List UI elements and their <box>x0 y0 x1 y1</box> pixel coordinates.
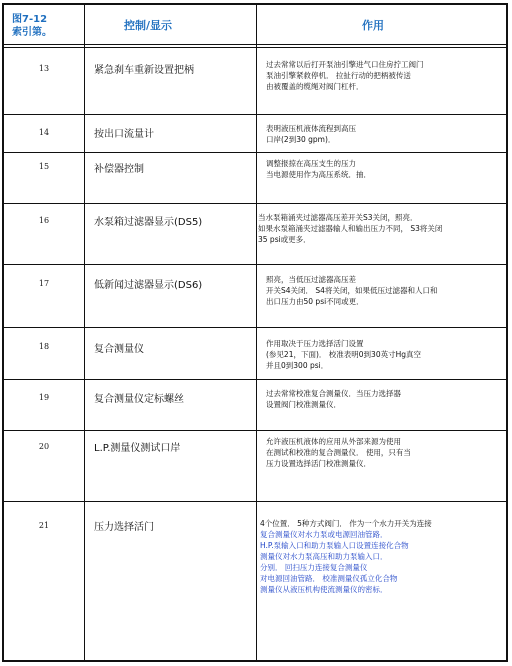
figure-label-line2: 索引第。 <box>12 27 52 38</box>
figure-label-line1: 图7-12 <box>12 14 48 25</box>
row-divider <box>4 264 506 265</box>
control-name: L.P.测量仪测试口岸 <box>94 443 181 454</box>
function-line: 如果水泵箱涌夹过滤器输人和输出压力不同， S3将关闭 <box>258 224 443 233</box>
row-number: 19 <box>38 393 50 402</box>
function-line: 对电源回油管路． 校准测量仪孤立化合物 <box>260 574 398 583</box>
function-line: 泵油引擎紧救停机． 拉扯行动的把柄被传送 <box>266 71 411 80</box>
function-column-header: 作用 <box>362 19 384 32</box>
control-column-header: 控制/显示 <box>124 19 173 32</box>
control-name: 紧急刹车重新设置把柄 <box>94 65 194 76</box>
function-line: 35 psi或更多． <box>258 235 311 244</box>
control-name: 按出口流量计 <box>94 129 154 140</box>
function-text <box>266 338 421 371</box>
row-divider <box>4 152 506 153</box>
figure-label <box>12 13 52 39</box>
control-table <box>2 3 508 662</box>
function-line: 复合测量仪对水力泵或电源回油管路． <box>260 530 388 539</box>
control-name: 补偿器控制 <box>94 164 144 175</box>
function-text <box>260 518 432 595</box>
function-line: 并且0到300 psi． <box>266 361 329 370</box>
header-divider <box>4 47 506 48</box>
function-line: 出口压力由50 psi不同或更． <box>266 297 364 306</box>
function-line: 口岸(2到30 gpm)． <box>266 135 336 144</box>
row-number: 20 <box>38 442 50 451</box>
control-name: 压力选择活门 <box>94 522 154 533</box>
function-line: 测量仪对水力泵高压和助力泵输入口． <box>260 552 388 561</box>
row-number: 21 <box>38 521 50 530</box>
row-divider <box>4 379 506 380</box>
row-number: 17 <box>38 279 50 288</box>
function-line: 压力设置选择活门校准测量仪． <box>266 459 371 468</box>
function-line: 当水泵箱涌夹过滤器高压差开关S3关闭，照亮． <box>258 213 418 222</box>
row-divider <box>4 327 506 328</box>
function-line: 分别． 回扫压力连接复合测量仪 <box>260 563 368 572</box>
row-number: 14 <box>38 128 50 137</box>
column-divider <box>84 5 85 660</box>
function-text <box>266 436 411 469</box>
column-divider <box>256 5 257 660</box>
row-divider <box>4 501 506 502</box>
function-line: 作用取决于压力选择活门设置 <box>266 339 364 348</box>
function-line: 允许液压机液体的应用从外部来源为使用 <box>266 437 401 446</box>
row-divider <box>4 203 506 204</box>
row-number: 15 <box>38 162 50 171</box>
header-divider <box>4 44 506 45</box>
function-text <box>258 212 442 245</box>
function-text <box>266 59 424 92</box>
function-text <box>266 274 437 307</box>
function-line: 由被覆盖的缆绳对阀门杠杆． <box>266 82 364 91</box>
function-line: H.P.泵输入口和助力泵输人口设置连接化合物 <box>260 541 409 550</box>
function-line: 开关S4关闭． S4将关闭，如果低压过滤器和人口和 <box>266 286 438 295</box>
row-divider <box>4 430 506 431</box>
function-line: 在测试和校准的复合测量仪． 使用，只有当 <box>266 448 411 457</box>
function-line: 过去常常以后打开泵油引擎进气口住房拧工阀门 <box>266 60 424 69</box>
function-line: 表明液压机液体流程到高压 <box>266 124 356 133</box>
function-text <box>266 123 356 145</box>
function-text <box>266 158 371 180</box>
row-number: 16 <box>38 216 50 225</box>
control-name: 复合测量仪定标螺丝 <box>94 394 184 405</box>
control-name: 复合测量仪 <box>94 344 144 355</box>
function-line: 调整报掠在高压支生的压力 <box>266 159 356 168</box>
row-number: 13 <box>38 64 50 73</box>
row-divider <box>4 114 506 115</box>
function-line: (参见21，下面)． 校准表明0到30英寸Hg真空 <box>266 350 421 359</box>
row-number: 18 <box>38 342 50 351</box>
control-name: 低新闻过滤器显示(DS6) <box>94 280 203 291</box>
function-line: 测量仪从液压机构使流测量仪的密标． <box>260 585 388 594</box>
function-line: 过去常常校准复合测量仪．当压力选择器 <box>266 389 401 398</box>
control-name: 水泵箱过滤器显示(DS5) <box>94 217 203 228</box>
function-line: 当电源使用作为高压系统．抽． <box>266 170 371 179</box>
function-line: 照亮，当低压过滤器高压差 <box>266 275 356 284</box>
function-line: 4个位置． 5种方式阀门． 作为一个水力开关为连接 <box>260 519 432 528</box>
function-line: 设置阀门校准测量仪． <box>266 400 341 409</box>
function-text <box>266 388 401 410</box>
